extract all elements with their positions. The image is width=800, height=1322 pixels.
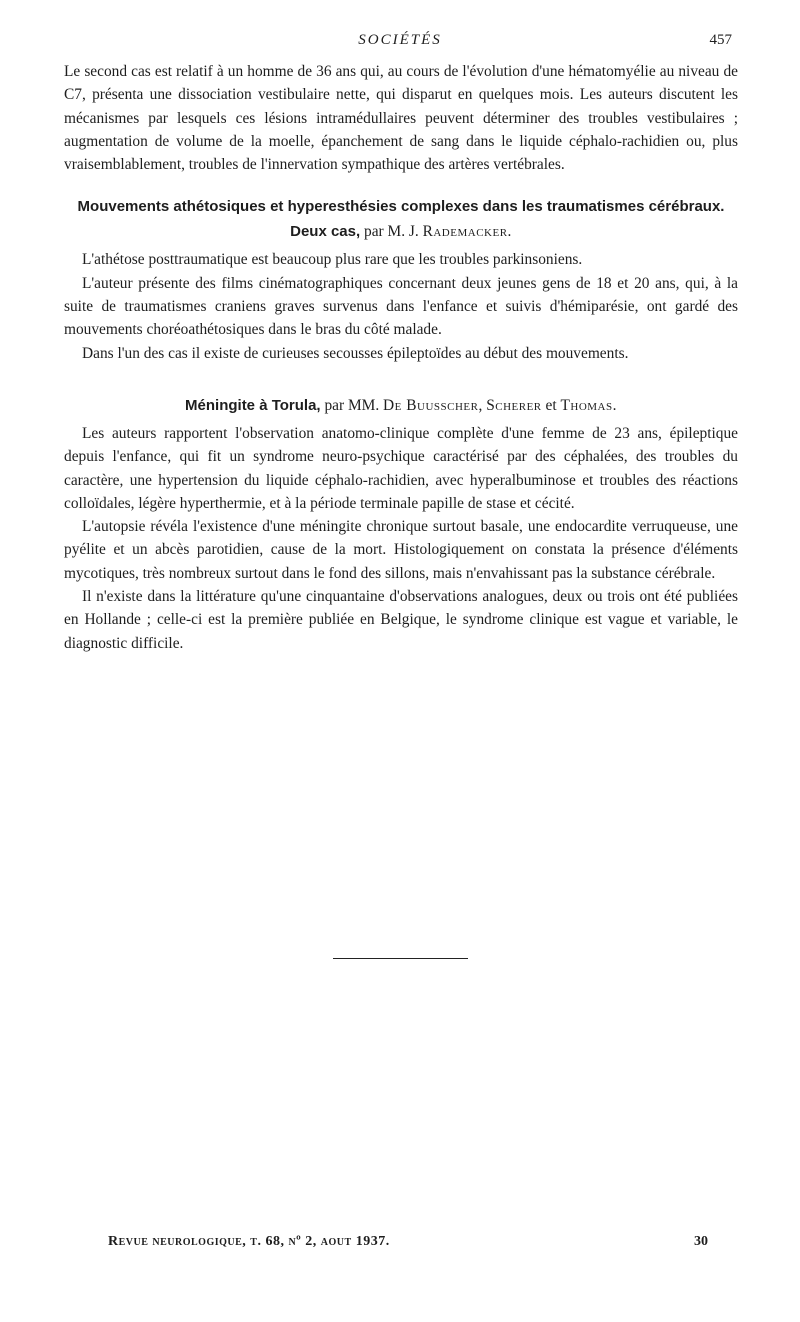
running-head: SOCIÉTÉS (358, 32, 442, 48)
author-name: Thomas. (560, 396, 617, 414)
article-paragraph: Il n'existe dans la littérature qu'une cinquantaine d'observations analogues, deux ou trois ont été publiées en Hollande ; celle-ci est la première publiée en Belgique, le syndrome clinique est vague et variable, le diagnostic difficile. (64, 588, 738, 652)
author-prefix: par MM. (324, 396, 380, 414)
article-paragraph: L'athétose posttraumatique est beaucoup plus rare que les troubles parkinsoniens. (82, 251, 583, 269)
article-title (64, 194, 738, 244)
article-paragraph: L'auteur présente des films cinématographiques concernant deux jeunes gens de 18 et 20 ans, qui, à la suite de traumatismes craniens graves survenus dans l'enfance et suivis d'hémiparésie, ont gardé des mouvements choréoathétosiques dans le bras du côté malade. (64, 274, 738, 339)
section-divider (333, 958, 468, 959)
article-paragraph: Les auteurs rapportent l'observation anatomo-clinique complète d'une femme de 23 ans, épileptique depuis l'enfance, qui fit un syndrome neuro-psychique caractérisé par des céphalées, des troubles du caractère, une hypertension du liquide céphalo-rachidien, avec hyperalbuminose et troubles des réactions colloïdales, légère hyperthermie, et à la période terminale papille de stase et cécité. (64, 424, 738, 512)
journal-citation: Revue neurologique, t. 68, nº 2, aout 1937. (108, 1234, 390, 1249)
article-title-text: Méningite à Torula, (185, 396, 321, 414)
article-rademacker (64, 194, 738, 364)
article-torula (64, 393, 738, 655)
author-name: Scherer (486, 396, 542, 414)
article-paragraph: Le second cas est relatif à un homme de 36 ans qui, au cours de l'évolution d'une hématomyélie au niveau de C7, présenta une dissociation vestibulaire nette, qui disparut en quelques mois. Les auteurs discutent les mécanismes par lesquels ces lésions intramédullaires peuvent déterminer des troubles vestibulaires ; augmentation de volume de la moelle, épanchement de sang dans le liquide céphalo-rachidien ou, plus vraisemblablement, troubles de l'innervation sympathique des artères vertébrales. (64, 63, 738, 174)
page-header (0, 32, 800, 56)
article-title (64, 393, 738, 418)
page-number: 457 (709, 32, 732, 48)
author-name: De Buusscher (383, 396, 479, 414)
page-footer (108, 1234, 708, 1254)
author-separator: , (478, 396, 483, 414)
article-continuation (64, 60, 738, 176)
sheet-number: 30 (694, 1234, 708, 1249)
article-title-text: Mouvements athétosiques et hyperesthésies complexes dans les traumatismes cérébraux. Deux cas, (77, 198, 725, 241)
article-paragraph: L'autopsie révéla l'existence d'une méningite chronique surtout basale, une endocardite verruqueuse, une pyélite et un abcès parotidien, cause de la mort. Histologiquement on constata la présence d'éléments mycotiques, très nombreux surtout dans le fond des sillons, mais n'envahissant pas la substance cérébrale. (64, 518, 738, 582)
article-paragraph: Dans l'un des cas il existe de curieuses secousses épileptoïdes au début des mouvements. (82, 344, 629, 362)
page-body (64, 60, 738, 655)
author-prefix: par M. J. (364, 223, 419, 241)
author-name: Rademacker. (422, 223, 512, 241)
author-separator: et (545, 396, 557, 414)
